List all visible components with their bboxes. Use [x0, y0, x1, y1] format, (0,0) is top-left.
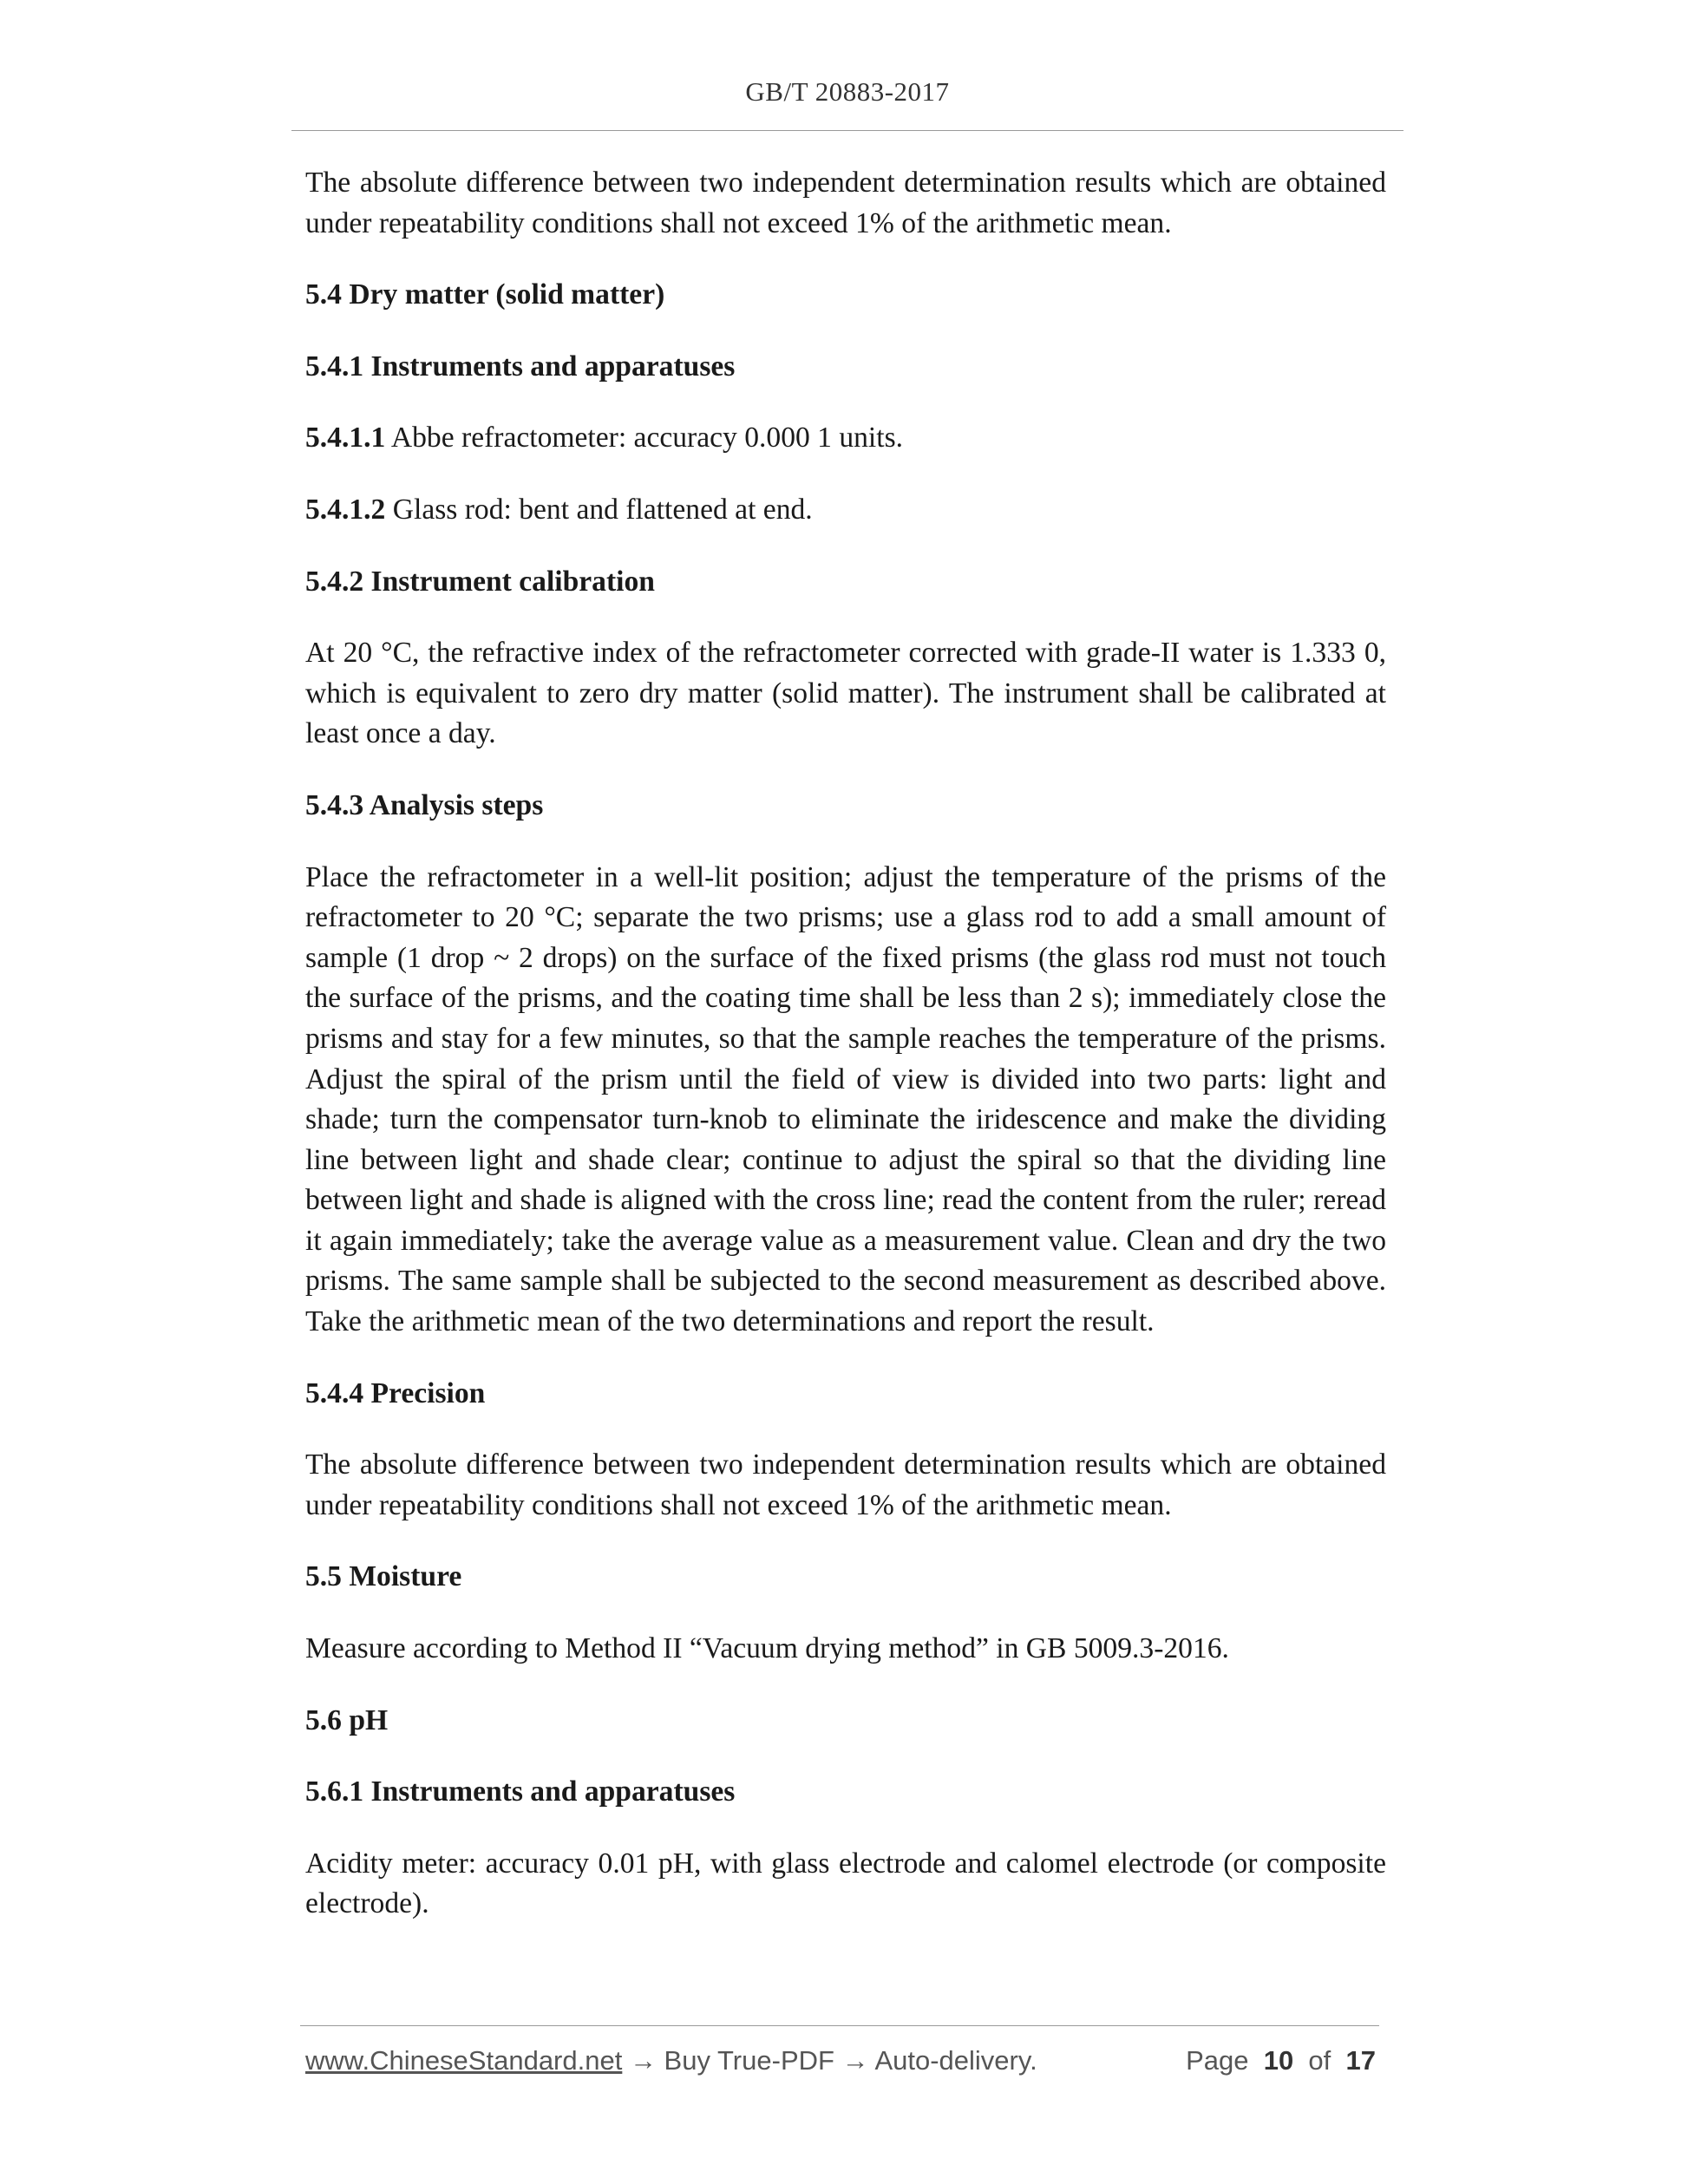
paragraph-calibration: At 20 °C, the refractive index of the refractometer corrected with grade-II water is 1.333 0, which is equivalent to zero dry matter (solid matter). The instrument shall be calibrated at least once a day. — [305, 637, 1386, 750]
paragraph-analysis-steps: Place the refractometer in a well-lit position; adjust the temperature of the prisms of the refractometer to 20 °C; separate the two prisms; use a glass rod to add a small amount of sample (1 drop ~ 2 drops) on the surface of the fixed prisms (the glass rod must not touch the surface of the prisms, and the coating time shall be less than 2 s); immediately close the prisms and stay for a few minutes, so that the sample reaches the temperature of the prisms. Adjust the spiral of the prism until the field of view is divided into two parts: light and shade; turn the compensator turn-knob to eliminate the iridescence and make the dividing line between light and shade clear; continue to adjust the spiral so that the dividing line between light and shade is aligned with the cross line; read the content from the ruler; reread it again immediately; take the average value as a measurement value. Clean and dry the two prisms. The same sample shall be subjected to the second measurement as described above. Take the arithmetic mean of the two determinations and report the result. — [305, 860, 1386, 1338]
paragraph-moisture: Measure according to Method II “Vacuum drying method” in GB 5009.3-2016. — [305, 1632, 1229, 1665]
footer-promo — [305, 2045, 1037, 2076]
heading-5-4-2: 5.4.2 Instrument calibration — [305, 565, 655, 598]
clause-text: Glass rod: bent and flattened at end. — [385, 493, 813, 526]
clause-5-4-1-2 — [305, 490, 1386, 531]
paragraph-precision-repeatability: The absolute difference between two independent determination results which are obtained under repeatability conditions shall not exceed 1% of the arithmetic mean. — [305, 167, 1386, 239]
heading-5-4-1: 5.4.1 Instruments and apparatuses — [305, 350, 736, 383]
of-label: of — [1308, 2045, 1331, 2076]
heading-5-4-3: 5.4.3 Analysis steps — [305, 788, 544, 821]
clause-number: 5.4.1.1 — [305, 422, 386, 454]
website-link[interactable]: www.ChineseStandard.net — [305, 2045, 623, 2076]
document-body — [305, 163, 1386, 1956]
current-page-number: 10 — [1263, 2045, 1294, 2076]
heading-5-4-4: 5.4.4 Precision — [305, 1376, 486, 1409]
clause-5-4-1-1 — [305, 418, 1386, 459]
page-counter — [1186, 2045, 1376, 2076]
clause-number: 5.4.1.2 — [305, 493, 386, 526]
footer-divider — [300, 2025, 1379, 2026]
page-header: GB/T 20883-2017 — [745, 76, 950, 107]
page-footer — [305, 2045, 1376, 2083]
paragraph-acidity-meter: Acidity meter: accuracy 0.01 pH, with glass electrode and calomel electrode (or composite electrode). — [305, 1847, 1386, 1920]
page-label: Page — [1186, 2045, 1249, 2076]
clause-text: Abbe refractometer: accuracy 0.000 1 units. — [385, 422, 904, 454]
total-pages-number: 17 — [1345, 2045, 1376, 2076]
header-divider — [291, 130, 1403, 131]
heading-5-5: 5.5 Moisture — [305, 1560, 462, 1593]
heading-5-4: 5.4 Dry matter (solid matter) — [305, 278, 665, 311]
paragraph-precision: The absolute difference between two independent determination results which are obtained under repeatability conditions shall not exceed 1% of the arithmetic mean. — [305, 1448, 1386, 1521]
heading-5-6-1: 5.6.1 Instruments and apparatuses — [305, 1775, 736, 1808]
heading-5-6: 5.6 pH — [305, 1703, 389, 1736]
footer-promo-text: → Buy True-PDF → Auto-delivery. — [622, 2045, 1037, 2076]
